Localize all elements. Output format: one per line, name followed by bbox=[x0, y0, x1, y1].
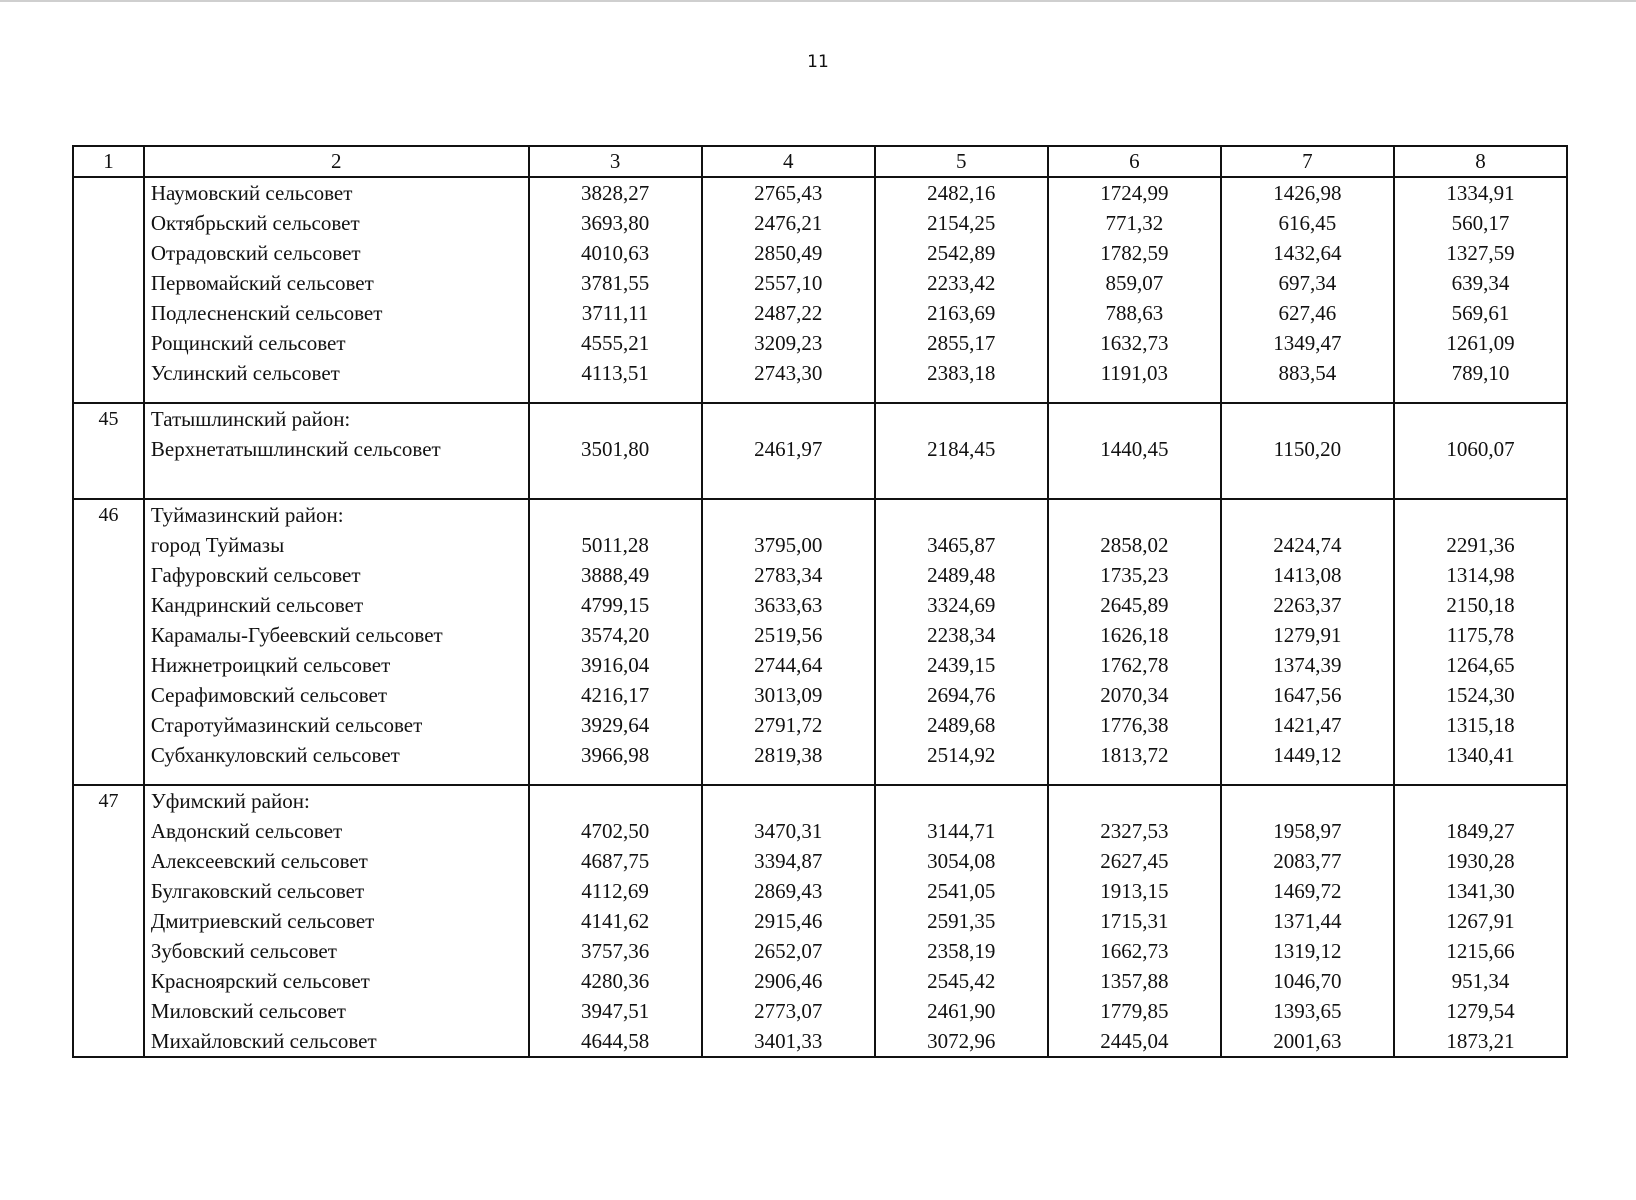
value-cell: 2652,07 bbox=[702, 936, 875, 966]
row-number-cell bbox=[73, 906, 144, 936]
value-cell: 3966,98 bbox=[529, 740, 702, 770]
value-cell: 1776,38 bbox=[1048, 710, 1221, 740]
scan-top-edge bbox=[0, 0, 1636, 2]
table-row bbox=[73, 590, 1567, 620]
value-cell: 1279,91 bbox=[1221, 620, 1394, 650]
row-number-cell bbox=[73, 740, 144, 770]
district-header-row bbox=[73, 403, 1567, 434]
spacer-cell bbox=[1394, 770, 1567, 785]
settlement-name: Красноярский сельсовет bbox=[144, 966, 529, 996]
settlement-name: Рощинский сельсовет bbox=[144, 328, 529, 358]
value-cell: 560,17 bbox=[1394, 208, 1567, 238]
value-cell: 1413,08 bbox=[1221, 560, 1394, 590]
group-spacer-row bbox=[73, 770, 1567, 785]
value-cell: 2424,74 bbox=[1221, 530, 1394, 560]
table-row bbox=[73, 936, 1567, 966]
table-row bbox=[73, 680, 1567, 710]
spacer-cell bbox=[702, 770, 875, 785]
value-cell: 1349,47 bbox=[1221, 328, 1394, 358]
empty-cell bbox=[529, 499, 702, 530]
value-cell: 3072,96 bbox=[875, 1026, 1048, 1057]
value-cell: 3013,09 bbox=[702, 680, 875, 710]
spacer-cell bbox=[529, 388, 702, 403]
value-cell: 3054,08 bbox=[875, 846, 1048, 876]
value-cell: 1327,59 bbox=[1394, 238, 1567, 268]
settlement-name: Михайловский сельсовет bbox=[144, 1026, 529, 1057]
spacer-cell bbox=[1221, 464, 1394, 499]
value-cell: 883,54 bbox=[1221, 358, 1394, 388]
value-cell: 2855,17 bbox=[875, 328, 1048, 358]
value-cell: 2850,49 bbox=[702, 238, 875, 268]
value-cell: 2461,90 bbox=[875, 996, 1048, 1026]
value-cell: 2487,22 bbox=[702, 298, 875, 328]
value-cell: 5011,28 bbox=[529, 530, 702, 560]
empty-cell bbox=[702, 403, 875, 434]
settlement-name: Верхнетатышлинский сельсовет bbox=[144, 434, 529, 464]
table-row bbox=[73, 434, 1567, 464]
spacer-cell bbox=[875, 388, 1048, 403]
empty-cell bbox=[1394, 403, 1567, 434]
row-number-cell bbox=[73, 298, 144, 328]
settlement-name: Нижнетроицкий сельсовет bbox=[144, 650, 529, 680]
value-cell: 4280,36 bbox=[529, 966, 702, 996]
page-number: 11 bbox=[807, 52, 829, 72]
value-cell: 2001,63 bbox=[1221, 1026, 1394, 1057]
value-cell: 1715,31 bbox=[1048, 906, 1221, 936]
column-header: 4 bbox=[702, 146, 875, 177]
value-cell: 2591,35 bbox=[875, 906, 1048, 936]
row-number-cell bbox=[73, 208, 144, 238]
empty-cell bbox=[529, 403, 702, 434]
settlement-name: Старотуймазинский сельсовет bbox=[144, 710, 529, 740]
spacer-cell bbox=[875, 770, 1048, 785]
district-name: Татышлинский район: bbox=[144, 403, 529, 434]
row-number-cell bbox=[73, 710, 144, 740]
row-number-cell bbox=[73, 560, 144, 590]
settlement-name: Дмитриевский сельсовет bbox=[144, 906, 529, 936]
settlement-name: Подлесненский сельсовет bbox=[144, 298, 529, 328]
value-cell: 4555,21 bbox=[529, 328, 702, 358]
value-cell: 1524,30 bbox=[1394, 680, 1567, 710]
settlement-name: Первомайский сельсовет bbox=[144, 268, 529, 298]
table-row bbox=[73, 238, 1567, 268]
table-row bbox=[73, 846, 1567, 876]
table-row bbox=[73, 906, 1567, 936]
value-cell: 1357,88 bbox=[1048, 966, 1221, 996]
value-cell: 4010,63 bbox=[529, 238, 702, 268]
value-cell: 1782,59 bbox=[1048, 238, 1221, 268]
table-row bbox=[73, 530, 1567, 560]
group-spacer-row bbox=[73, 464, 1567, 499]
value-cell: 1150,20 bbox=[1221, 434, 1394, 464]
table-row bbox=[73, 876, 1567, 906]
value-cell: 859,07 bbox=[1048, 268, 1221, 298]
value-cell: 2645,89 bbox=[1048, 590, 1221, 620]
value-cell: 4687,75 bbox=[529, 846, 702, 876]
row-number-cell bbox=[73, 177, 144, 208]
value-cell: 2263,37 bbox=[1221, 590, 1394, 620]
spacer-cell bbox=[73, 770, 144, 785]
value-cell: 2541,05 bbox=[875, 876, 1048, 906]
table-row bbox=[73, 1026, 1567, 1057]
spacer-cell bbox=[529, 464, 702, 499]
settlement-name: Октябрьский сельсовет bbox=[144, 208, 529, 238]
column-header: 6 bbox=[1048, 146, 1221, 177]
settlement-name: Кандринский сельсовет bbox=[144, 590, 529, 620]
value-cell: 3711,11 bbox=[529, 298, 702, 328]
settlement-name: Авдонский сельсовет bbox=[144, 816, 529, 846]
empty-cell bbox=[875, 785, 1048, 816]
value-cell: 1813,72 bbox=[1048, 740, 1221, 770]
value-cell: 4141,62 bbox=[529, 906, 702, 936]
empty-cell bbox=[702, 785, 875, 816]
value-cell: 3757,36 bbox=[529, 936, 702, 966]
value-cell: 1191,03 bbox=[1048, 358, 1221, 388]
row-number-cell bbox=[73, 680, 144, 710]
table-row bbox=[73, 298, 1567, 328]
row-number-cell bbox=[73, 434, 144, 464]
value-cell: 1849,27 bbox=[1394, 816, 1567, 846]
district-number: 45 bbox=[73, 403, 144, 434]
empty-cell bbox=[1048, 499, 1221, 530]
settlement-name: Миловский сельсовет bbox=[144, 996, 529, 1026]
value-cell: 1393,65 bbox=[1221, 996, 1394, 1026]
table-row bbox=[73, 268, 1567, 298]
value-cell: 789,10 bbox=[1394, 358, 1567, 388]
empty-cell bbox=[1048, 403, 1221, 434]
table-row bbox=[73, 208, 1567, 238]
value-cell: 2070,34 bbox=[1048, 680, 1221, 710]
value-cell: 1432,64 bbox=[1221, 238, 1394, 268]
value-cell: 2154,25 bbox=[875, 208, 1048, 238]
value-cell: 2445,04 bbox=[1048, 1026, 1221, 1057]
value-cell: 3693,80 bbox=[529, 208, 702, 238]
value-cell: 1647,56 bbox=[1221, 680, 1394, 710]
empty-cell bbox=[1394, 499, 1567, 530]
row-number-cell bbox=[73, 530, 144, 560]
value-cell: 2906,46 bbox=[702, 966, 875, 996]
column-header: 8 bbox=[1394, 146, 1567, 177]
value-cell: 1315,18 bbox=[1394, 710, 1567, 740]
value-cell: 2744,64 bbox=[702, 650, 875, 680]
value-cell: 3888,49 bbox=[529, 560, 702, 590]
settlement-name: Булгаковский сельсовет bbox=[144, 876, 529, 906]
value-cell: 2694,76 bbox=[875, 680, 1048, 710]
district-header-row bbox=[73, 785, 1567, 816]
value-cell: 627,46 bbox=[1221, 298, 1394, 328]
value-cell: 2773,07 bbox=[702, 996, 875, 1026]
value-cell: 3394,87 bbox=[702, 846, 875, 876]
value-cell: 1371,44 bbox=[1221, 906, 1394, 936]
empty-cell bbox=[1394, 785, 1567, 816]
value-cell: 1426,98 bbox=[1221, 177, 1394, 208]
table-row bbox=[73, 620, 1567, 650]
value-cell: 1873,21 bbox=[1394, 1026, 1567, 1057]
table-row bbox=[73, 966, 1567, 996]
table-row bbox=[73, 177, 1567, 208]
value-cell: 1215,66 bbox=[1394, 936, 1567, 966]
value-cell: 3929,64 bbox=[529, 710, 702, 740]
value-cell: 2915,46 bbox=[702, 906, 875, 936]
value-cell: 3470,31 bbox=[702, 816, 875, 846]
value-cell: 4216,17 bbox=[529, 680, 702, 710]
column-header: 3 bbox=[529, 146, 702, 177]
value-cell: 2383,18 bbox=[875, 358, 1048, 388]
row-number-cell bbox=[73, 650, 144, 680]
value-cell: 2238,34 bbox=[875, 620, 1048, 650]
value-cell: 2439,15 bbox=[875, 650, 1048, 680]
empty-cell bbox=[1221, 403, 1394, 434]
spacer-cell bbox=[144, 770, 529, 785]
value-cell: 2542,89 bbox=[875, 238, 1048, 268]
table-row bbox=[73, 328, 1567, 358]
value-cell: 2083,77 bbox=[1221, 846, 1394, 876]
settlement-name: Субханкуловский сельсовет bbox=[144, 740, 529, 770]
group-spacer-row bbox=[73, 388, 1567, 403]
table-row bbox=[73, 560, 1567, 590]
value-cell: 2743,30 bbox=[702, 358, 875, 388]
column-header: 5 bbox=[875, 146, 1048, 177]
value-cell: 1374,39 bbox=[1221, 650, 1394, 680]
spacer-cell bbox=[144, 388, 529, 403]
settlement-name: город Туймазы bbox=[144, 530, 529, 560]
value-cell: 2476,21 bbox=[702, 208, 875, 238]
value-cell: 1662,73 bbox=[1048, 936, 1221, 966]
spacer-cell bbox=[1048, 464, 1221, 499]
spacer-cell bbox=[1394, 464, 1567, 499]
table-row bbox=[73, 710, 1567, 740]
table-row bbox=[73, 996, 1567, 1026]
row-number-cell bbox=[73, 238, 144, 268]
spacer-cell bbox=[1048, 388, 1221, 403]
district-header-row bbox=[73, 499, 1567, 530]
empty-cell bbox=[875, 499, 1048, 530]
row-number-cell bbox=[73, 876, 144, 906]
settlement-name: Серафимовский сельсовет bbox=[144, 680, 529, 710]
column-header: 7 bbox=[1221, 146, 1394, 177]
value-cell: 1264,65 bbox=[1394, 650, 1567, 680]
value-cell: 3828,27 bbox=[529, 177, 702, 208]
settlement-name: Услинский сельсовет bbox=[144, 358, 529, 388]
spacer-cell bbox=[702, 464, 875, 499]
value-cell: 2233,42 bbox=[875, 268, 1048, 298]
value-cell: 1267,91 bbox=[1394, 906, 1567, 936]
value-cell: 1060,07 bbox=[1394, 434, 1567, 464]
row-number-cell bbox=[73, 268, 144, 298]
table-body bbox=[73, 177, 1567, 1057]
row-number-cell bbox=[73, 936, 144, 966]
value-cell: 2545,42 bbox=[875, 966, 1048, 996]
spacer-cell bbox=[529, 770, 702, 785]
value-cell: 1913,15 bbox=[1048, 876, 1221, 906]
spacer-cell bbox=[73, 464, 144, 499]
value-cell: 4113,51 bbox=[529, 358, 702, 388]
value-cell: 1469,72 bbox=[1221, 876, 1394, 906]
value-cell: 2765,43 bbox=[702, 177, 875, 208]
spacer-cell bbox=[73, 388, 144, 403]
value-cell: 1930,28 bbox=[1394, 846, 1567, 876]
value-cell: 2327,53 bbox=[1048, 816, 1221, 846]
value-cell: 2150,18 bbox=[1394, 590, 1567, 620]
district-name: Туймазинский район: bbox=[144, 499, 529, 530]
spacer-cell bbox=[1221, 770, 1394, 785]
value-cell: 2783,34 bbox=[702, 560, 875, 590]
value-cell: 1421,47 bbox=[1221, 710, 1394, 740]
value-cell: 2461,97 bbox=[702, 434, 875, 464]
value-cell: 3465,87 bbox=[875, 530, 1048, 560]
settlement-name: Гафуровский сельсовет bbox=[144, 560, 529, 590]
value-cell: 2489,68 bbox=[875, 710, 1048, 740]
value-cell: 3209,23 bbox=[702, 328, 875, 358]
value-cell: 3501,80 bbox=[529, 434, 702, 464]
value-cell: 1261,09 bbox=[1394, 328, 1567, 358]
value-cell: 2291,36 bbox=[1394, 530, 1567, 560]
table-row bbox=[73, 650, 1567, 680]
row-number-cell bbox=[73, 328, 144, 358]
value-cell: 3633,63 bbox=[702, 590, 875, 620]
value-cell: 1762,78 bbox=[1048, 650, 1221, 680]
value-cell: 2869,43 bbox=[702, 876, 875, 906]
district-name: Уфимский район: bbox=[144, 785, 529, 816]
value-cell: 3795,00 bbox=[702, 530, 875, 560]
value-cell: 1175,78 bbox=[1394, 620, 1567, 650]
value-cell: 1449,12 bbox=[1221, 740, 1394, 770]
value-cell: 1279,54 bbox=[1394, 996, 1567, 1026]
district-number: 47 bbox=[73, 785, 144, 816]
value-cell: 2489,48 bbox=[875, 560, 1048, 590]
value-cell: 2184,45 bbox=[875, 434, 1048, 464]
value-cell: 1341,30 bbox=[1394, 876, 1567, 906]
value-cell: 1779,85 bbox=[1048, 996, 1221, 1026]
settlement-name: Карамалы-Губеевский сельсовет bbox=[144, 620, 529, 650]
value-cell: 697,34 bbox=[1221, 268, 1394, 298]
value-cell: 3401,33 bbox=[702, 1026, 875, 1057]
table-row bbox=[73, 358, 1567, 388]
row-number-cell bbox=[73, 816, 144, 846]
value-cell: 569,61 bbox=[1394, 298, 1567, 328]
row-number-cell bbox=[73, 620, 144, 650]
value-cell: 1958,97 bbox=[1221, 816, 1394, 846]
column-header: 2 bbox=[144, 146, 529, 177]
value-cell: 1626,18 bbox=[1048, 620, 1221, 650]
settlement-name: Наумовский сельсовет bbox=[144, 177, 529, 208]
value-cell: 639,34 bbox=[1394, 268, 1567, 298]
value-cell: 771,32 bbox=[1048, 208, 1221, 238]
spacer-cell bbox=[144, 464, 529, 499]
value-cell: 951,34 bbox=[1394, 966, 1567, 996]
district-number: 46 bbox=[73, 499, 144, 530]
empty-cell bbox=[1221, 499, 1394, 530]
empty-cell bbox=[1221, 785, 1394, 816]
settlement-name: Зубовский сельсовет bbox=[144, 936, 529, 966]
value-cell: 1319,12 bbox=[1221, 936, 1394, 966]
spacer-cell bbox=[875, 464, 1048, 499]
value-cell: 788,63 bbox=[1048, 298, 1221, 328]
value-cell: 2358,19 bbox=[875, 936, 1048, 966]
settlement-name: Отрадовский сельсовет bbox=[144, 238, 529, 268]
value-cell: 2819,38 bbox=[702, 740, 875, 770]
value-cell: 2519,56 bbox=[702, 620, 875, 650]
column-header: 1 bbox=[73, 146, 144, 177]
spacer-cell bbox=[1394, 388, 1567, 403]
empty-cell bbox=[1048, 785, 1221, 816]
row-number-cell bbox=[73, 966, 144, 996]
empty-cell bbox=[702, 499, 875, 530]
row-number-cell bbox=[73, 590, 144, 620]
value-cell: 1632,73 bbox=[1048, 328, 1221, 358]
row-number-cell bbox=[73, 996, 144, 1026]
value-cell: 4644,58 bbox=[529, 1026, 702, 1057]
value-cell: 2163,69 bbox=[875, 298, 1048, 328]
row-number-cell bbox=[73, 1026, 144, 1057]
value-cell: 1314,98 bbox=[1394, 560, 1567, 590]
data-table bbox=[72, 145, 1568, 1058]
settlement-name: Алексеевский сельсовет bbox=[144, 846, 529, 876]
table-row bbox=[73, 816, 1567, 846]
value-cell: 1724,99 bbox=[1048, 177, 1221, 208]
value-cell: 2858,02 bbox=[1048, 530, 1221, 560]
value-cell: 3574,20 bbox=[529, 620, 702, 650]
table-row bbox=[73, 740, 1567, 770]
value-cell: 4702,50 bbox=[529, 816, 702, 846]
value-cell: 616,45 bbox=[1221, 208, 1394, 238]
value-cell: 2627,45 bbox=[1048, 846, 1221, 876]
column-number-row bbox=[73, 146, 1567, 177]
empty-cell bbox=[529, 785, 702, 816]
value-cell: 4112,69 bbox=[529, 876, 702, 906]
spacer-cell bbox=[1221, 388, 1394, 403]
value-cell: 1340,41 bbox=[1394, 740, 1567, 770]
value-cell: 3916,04 bbox=[529, 650, 702, 680]
spacer-cell bbox=[1048, 770, 1221, 785]
value-cell: 1046,70 bbox=[1221, 966, 1394, 996]
value-cell: 1735,23 bbox=[1048, 560, 1221, 590]
empty-cell bbox=[875, 403, 1048, 434]
value-cell: 1440,45 bbox=[1048, 434, 1221, 464]
value-cell: 2791,72 bbox=[702, 710, 875, 740]
value-cell: 2482,16 bbox=[875, 177, 1048, 208]
value-cell: 4799,15 bbox=[529, 590, 702, 620]
value-cell: 3324,69 bbox=[875, 590, 1048, 620]
value-cell: 3144,71 bbox=[875, 816, 1048, 846]
row-number-cell bbox=[73, 846, 144, 876]
value-cell: 1334,91 bbox=[1394, 177, 1567, 208]
spacer-cell bbox=[702, 388, 875, 403]
value-cell: 2514,92 bbox=[875, 740, 1048, 770]
row-number-cell bbox=[73, 358, 144, 388]
value-cell: 2557,10 bbox=[702, 268, 875, 298]
value-cell: 3947,51 bbox=[529, 996, 702, 1026]
value-cell: 3781,55 bbox=[529, 268, 702, 298]
